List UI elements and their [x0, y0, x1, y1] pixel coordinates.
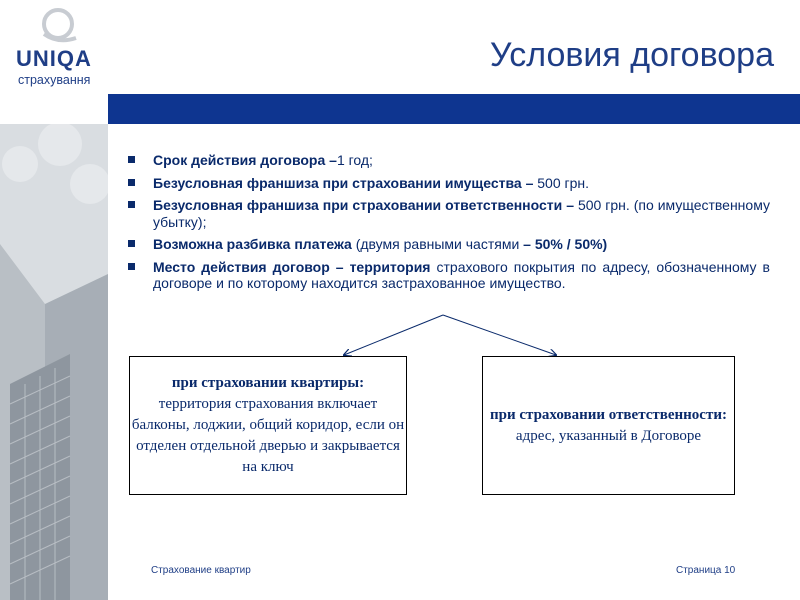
liability-box	[482, 356, 735, 495]
list-item: Возможна разбивка платежа (двумя равными частями – 50% / 50%)	[126, 236, 770, 253]
apartment-box	[129, 356, 407, 495]
liability-box-text: адрес, указанный в Договоре	[515, 427, 702, 444]
list-item: Место действия договор – территория страхового покрытия по адресу, обозначенному в договоре и по которому находится застрахованное имущество.	[126, 259, 770, 292]
apartment-box-text: территория страхования включает балконы, лоджии, общий коридор, если он отделен отдельной дверью и закрывается на ключ	[131, 396, 405, 475]
logo-subtitle: страхування	[18, 73, 91, 87]
list-item: Срок действия договора –1 год;	[126, 152, 770, 169]
footer-left: Страхование квартир	[151, 565, 251, 576]
list-item: Безусловная франшиза при страховании имущества – 500 грн.	[126, 175, 770, 192]
liability-box-title: при страховании ответственности:	[490, 406, 727, 423]
apartment-box-title: при страховании квартиры:	[171, 375, 365, 391]
page-number: Страница 10	[676, 565, 736, 576]
logo-name: UNIQA	[16, 46, 92, 71]
arrow-left	[344, 315, 443, 355]
arrow-right	[443, 315, 556, 355]
page-title: Условия договора	[489, 36, 774, 74]
list-item: Безусловная франшиза при страховании ответственности – 500 грн. (по имущественному убытку);	[126, 197, 770, 230]
